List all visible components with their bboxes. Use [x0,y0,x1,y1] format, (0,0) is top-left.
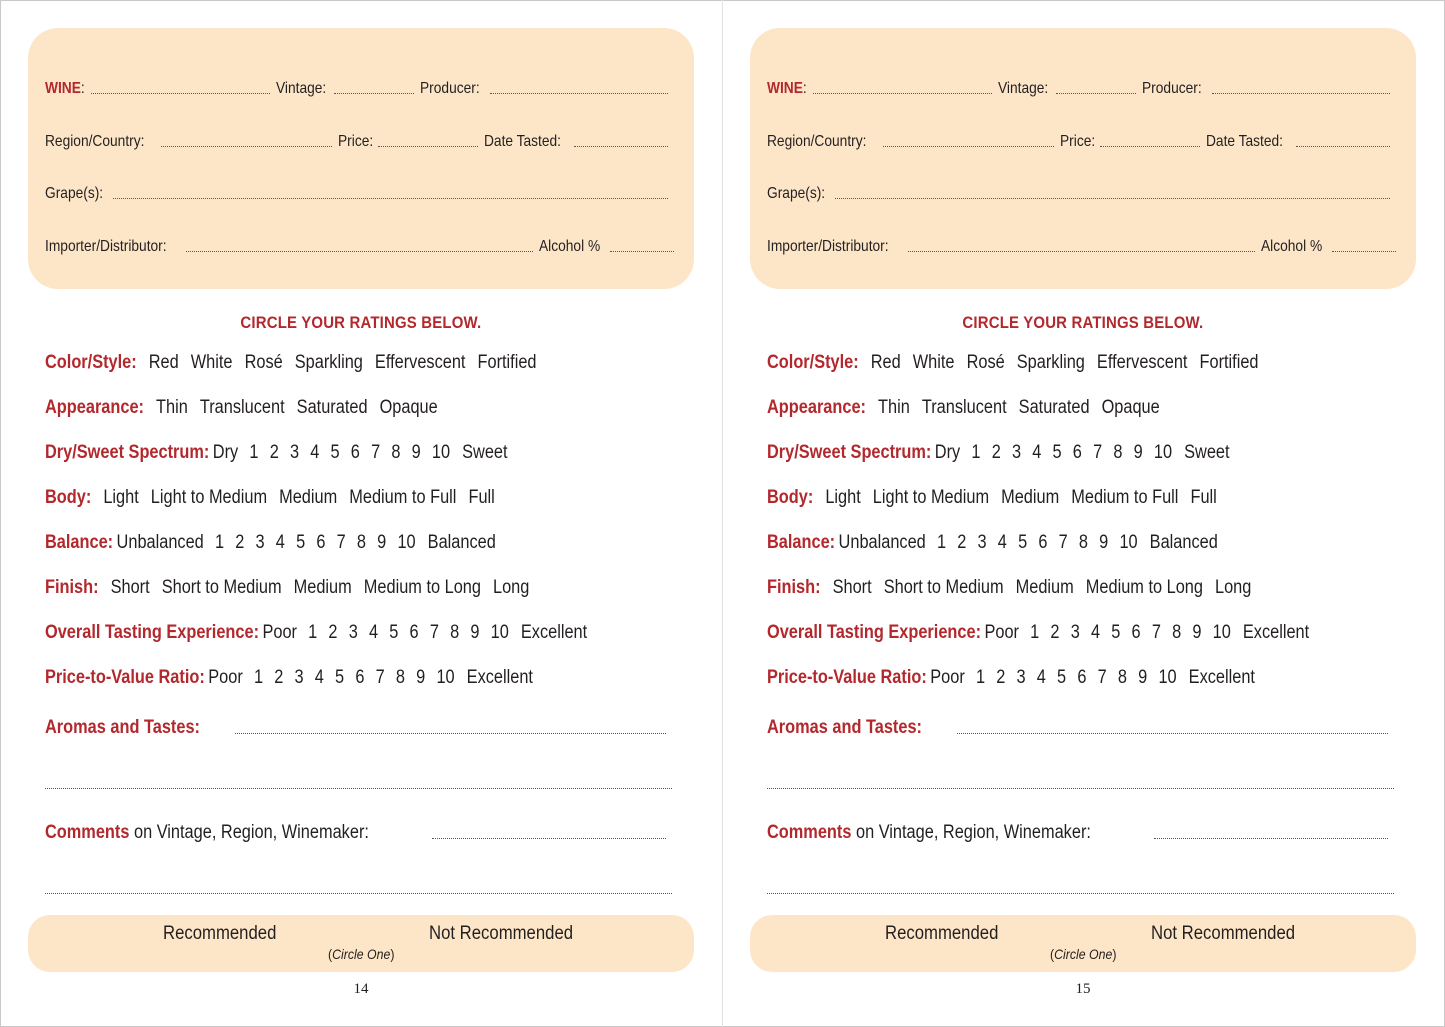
left-page [0,0,722,1027]
aromas-line [45,717,672,739]
rating-option-light[interactable]: Light [103,487,139,508]
rating-option-medium-to-full[interactable]: Medium to Full [349,487,457,508]
rating-scale-6[interactable]: 6 [1077,667,1087,688]
wine-info-row-3 [767,181,1396,203]
rating-scale-3[interactable]: 3 [294,667,304,688]
rating-option-thin[interactable]: Thin [878,397,910,418]
rating-scale-5[interactable]: 5 [330,442,340,463]
rating-scale-low[interactable]: Unbalanced [838,532,926,553]
producer-field[interactable] [490,93,668,94]
wine-info-row-3 [45,181,674,203]
rating-scale-6[interactable]: 6 [355,667,365,688]
rating-scale-9[interactable]: 9 [377,532,387,553]
rating-scale-10[interactable]: 10 [1158,667,1177,688]
rating-option-effervescent[interactable]: Effervescent [374,352,466,373]
rating-label: Price-to-Value Ratio: [767,667,927,688]
region-label: Region/Country: [45,133,145,150]
rating-scale-6[interactable]: 6 [316,532,326,553]
rating-scale-7[interactable]: 7 [429,622,439,643]
price-label: Price: [1059,133,1095,150]
rating-option-short-to-medium[interactable]: Short to Medium [161,577,282,598]
rating-scale-high[interactable]: Balanced [427,532,496,553]
rating-option-white[interactable]: White [190,352,233,373]
comments-label: Comments on Vintage, Region, Winemaker: [767,822,1091,843]
aromas-field[interactable] [235,733,666,734]
rating-scale-1[interactable]: 1 [308,622,318,643]
rating-option-fortified[interactable]: Fortified [477,352,537,373]
rating-scale-5[interactable]: 5 [335,667,345,688]
rating-scale-8[interactable]: 8 [1113,442,1123,463]
rating-row-finish [767,577,1251,599]
rating-scale-7[interactable]: 7 [1097,667,1107,688]
rating-scale-7[interactable]: 7 [1151,622,1161,643]
rating-scale-5[interactable]: 5 [1052,442,1062,463]
producer-label: Producer: [1142,80,1202,97]
wine-info-row-4 [767,234,1396,256]
wine-info-row-2 [45,129,674,151]
rating-option-sparkling[interactable]: Sparkling [294,352,363,373]
rating-option-opaque[interactable]: Opaque [1101,397,1160,418]
rating-scale-2[interactable]: 2 [274,667,284,688]
rating-scale-7[interactable]: 7 [371,442,381,463]
rating-scale-9[interactable]: 9 [1099,532,1109,553]
alcohol-field[interactable] [1332,251,1396,252]
recommended-option[interactable]: Recommended [885,923,999,944]
rating-scale-3[interactable]: 3 [1011,442,1022,463]
date-tasted-label: Date Tasted: [1206,133,1284,150]
rating-scale-4[interactable]: 4 [1036,667,1046,688]
rating-scale-2[interactable]: 2 [957,532,967,553]
rating-scale-1[interactable]: 1 [1030,622,1040,643]
circle-one-note: (Circle One) [1050,946,1117,962]
rating-row-price-to-value-ratio [767,667,1255,689]
comments-field[interactable] [432,838,666,839]
rating-option-opaque[interactable]: Opaque [379,397,438,418]
rating-scale-7[interactable]: 7 [1058,532,1068,553]
rating-option-long[interactable]: Long [493,577,530,598]
vintage-label: Vintage: [275,80,326,97]
vintage-field[interactable] [334,93,414,94]
rating-scale-low[interactable]: Poor [208,667,243,688]
rating-scale-4[interactable]: 4 [275,532,285,553]
rating-scale-1[interactable]: 1 [249,442,259,463]
rating-label: Body: [767,487,814,508]
rating-scale-8[interactable]: 8 [450,622,460,643]
grapes-label: Grape(s): [767,185,826,202]
rating-scale-8[interactable]: 8 [1172,622,1182,643]
rating-row-color-style [767,352,1259,374]
rating-scale-9[interactable]: 9 [1133,442,1143,463]
rating-scale-high[interactable]: Excellent [466,667,533,688]
alcohol-field[interactable] [610,251,674,252]
rating-scale-2[interactable]: 2 [269,442,279,463]
rating-scale-9[interactable]: 9 [1192,622,1202,643]
rating-scale-5[interactable]: 5 [296,532,306,553]
rating-option-medium[interactable]: Medium [293,577,352,598]
rating-scale-1[interactable]: 1 [253,667,264,688]
rating-row-overall-tasting-experience [767,622,1309,644]
rating-label: Finish: [767,577,821,598]
rating-scale-4[interactable]: 4 [997,532,1007,553]
rating-option-light-to-medium[interactable]: Light to Medium [150,487,268,508]
rating-scale-4[interactable]: 4 [310,442,320,463]
rating-row-body [45,487,495,509]
wine-label: WINE: [767,80,807,97]
rating-scale-10[interactable]: 10 [490,622,509,643]
alcohol-label: Alcohol % [538,238,601,255]
rating-label: Overall Tasting Experience: [45,622,260,643]
rating-label: Overall Tasting Experience: [767,622,982,643]
vintage-field[interactable] [1056,93,1136,94]
comments-label: Comments on Vintage, Region, Winemaker: [45,822,369,843]
region-label: Region/Country: [767,133,867,150]
wine-field[interactable] [91,93,269,94]
rating-row-balance [767,532,1218,554]
aromas-extra-line[interactable] [45,788,672,789]
rating-scale-9[interactable]: 9 [411,442,421,463]
rating-option-full[interactable]: Full [1190,487,1217,508]
not-recommended-option[interactable]: Not Recommended [429,923,574,944]
rating-scale-5[interactable]: 5 [1018,532,1028,553]
rating-option-fortified[interactable]: Fortified [1199,352,1259,373]
producer-label: Producer: [420,80,480,97]
rating-scale-10[interactable]: 10 [1119,532,1138,553]
recommendation-panel [750,915,1416,972]
rating-scale-10[interactable]: 10 [431,442,451,463]
rating-scale-6[interactable]: 6 [1072,442,1082,463]
rating-scale-6[interactable]: 6 [409,622,419,643]
rating-scale-2[interactable]: 2 [235,532,245,553]
comments-extra-line[interactable] [767,893,1394,894]
rating-scale-8[interactable]: 8 [1117,667,1127,688]
comments-extra-line[interactable] [45,893,672,894]
rating-label: Color/Style: [45,352,137,373]
recommendation-panel [28,915,694,972]
rating-scale-4[interactable]: 4 [368,622,379,643]
wine-info-row-1 [45,76,674,98]
rating-option-full[interactable]: Full [468,487,495,508]
right-page [722,0,1444,1027]
importer-field[interactable] [908,251,1254,252]
importer-label: Importer/Distributor: [45,238,167,255]
ratings-heading: CIRCLE YOUR RATINGS BELOW. [962,313,1204,332]
rating-scale-high[interactable]: Balanced [1149,532,1218,553]
rating-label: Appearance: [45,397,144,418]
rating-scale-3[interactable]: 3 [1016,667,1026,688]
rating-scale-8[interactable]: 8 [395,667,405,688]
rating-option-medium[interactable]: Medium [1001,487,1060,508]
aromas-label: Aromas and Tastes: [767,717,922,738]
rating-scale-low[interactable]: Poor [262,622,297,643]
rating-scale-7[interactable]: 7 [375,667,385,688]
wine-info-panel [750,28,1416,289]
rating-row-dry-sweet-spectrum [767,442,1230,464]
rating-scale-4[interactable]: 4 [1090,622,1101,643]
rating-option-short-to-medium[interactable]: Short to Medium [883,577,1004,598]
rating-scale-8[interactable]: 8 [391,442,401,463]
rating-label: Dry/Sweet Spectrum: [767,442,932,463]
rating-scale-high[interactable]: Sweet [1184,442,1230,463]
rating-option-light[interactable]: Light [825,487,861,508]
rating-row-appearance [767,397,1160,419]
rating-scale-7[interactable]: 7 [1093,442,1103,463]
rating-option-red[interactable]: Red [148,352,179,373]
rating-scale-10[interactable]: 10 [397,532,416,553]
rating-option-saturated[interactable]: Saturated [1018,397,1090,418]
rating-scale-9[interactable]: 9 [470,622,480,643]
rating-label: Color/Style: [767,352,859,373]
wine-info-row-2 [767,129,1396,151]
rating-scale-2[interactable]: 2 [996,667,1006,688]
wine-info-panel [28,28,694,289]
rating-scale-3[interactable]: 3 [977,532,987,553]
rating-scale-2[interactable]: 2 [328,622,338,643]
grapes-field[interactable] [835,198,1390,199]
rating-label: Appearance: [767,397,866,418]
aromas-label: Aromas and Tastes: [45,717,200,738]
rating-option-effervescent[interactable]: Effervescent [1096,352,1188,373]
rating-scale-3[interactable]: 3 [289,442,300,463]
rating-row-color-style [45,352,537,374]
rating-scale-low[interactable]: Dry [212,442,239,463]
rating-row-balance [45,532,496,554]
rating-label: Balance: [45,532,114,553]
rating-scale-10[interactable]: 10 [436,667,455,688]
aromas-field[interactable] [957,733,1388,734]
region-field[interactable] [161,146,332,147]
rating-scale-6[interactable]: 6 [1038,532,1048,553]
rating-row-dry-sweet-spectrum [45,442,508,464]
rating-scale-3[interactable]: 3 [255,532,265,553]
rating-label: Price-to-Value Ratio: [45,667,205,688]
rating-scale-high[interactable]: Excellent [1188,667,1255,688]
rating-scale-low[interactable]: Unbalanced [116,532,204,553]
rating-scale-4[interactable]: 4 [314,667,324,688]
aromas-extra-line[interactable] [767,788,1394,789]
rating-option-light-to-medium[interactable]: Light to Medium [872,487,990,508]
rating-scale-low[interactable]: Poor [930,667,965,688]
grapes-field[interactable] [113,198,668,199]
rating-scale-low[interactable]: Dry [934,442,961,463]
rating-scale-6[interactable]: 6 [350,442,360,463]
rating-option-medium-to-long[interactable]: Medium to Long [1085,577,1203,598]
rating-scale-7[interactable]: 7 [336,532,346,553]
recommended-option[interactable]: Recommended [163,923,277,944]
vintage-label: Vintage: [997,80,1048,97]
rating-option-red[interactable]: Red [870,352,901,373]
not-recommended-option[interactable]: Not Recommended [1151,923,1296,944]
wine-info-row-1 [767,76,1396,98]
rating-label: Body: [45,487,92,508]
rating-scale-6[interactable]: 6 [1131,622,1141,643]
rating-scale-1[interactable]: 1 [971,442,981,463]
comments-field[interactable] [1154,838,1388,839]
page-number: 15 [1075,981,1091,997]
rating-option-white[interactable]: White [912,352,955,373]
rating-label: Balance: [767,532,836,553]
rating-scale-5[interactable]: 5 [389,622,399,643]
rating-scale-9[interactable]: 9 [1138,667,1148,688]
rating-label: Dry/Sweet Spectrum: [45,442,210,463]
comments-line [45,822,672,844]
rating-scale-8[interactable]: 8 [1078,532,1088,553]
rating-scale-5[interactable]: 5 [1057,667,1067,688]
rating-scale-1[interactable]: 1 [214,532,225,553]
rating-row-body [767,487,1217,509]
rating-option-ros[interactable]: Rosé [966,352,1005,373]
rating-option-translucent[interactable]: Translucent [921,397,1007,418]
rating-scale-1[interactable]: 1 [936,532,947,553]
ratings-heading: CIRCLE YOUR RATINGS BELOW. [240,313,482,332]
aromas-line [767,717,1394,739]
comments-line [767,822,1394,844]
rating-option-translucent[interactable]: Translucent [199,397,285,418]
date-tasted-field[interactable] [574,146,668,147]
rating-scale-2[interactable]: 2 [991,442,1001,463]
rating-option-long[interactable]: Long [1215,577,1252,598]
rating-row-price-to-value-ratio [45,667,533,689]
wine-field[interactable] [813,93,991,94]
rating-scale-1[interactable]: 1 [975,667,986,688]
rating-scale-low[interactable]: Poor [984,622,1019,643]
rating-scale-4[interactable]: 4 [1032,442,1042,463]
circle-one-note: (Circle One) [328,946,395,962]
wine-info-row-4 [45,234,674,256]
rating-label: Finish: [45,577,99,598]
rating-scale-10[interactable]: 10 [1153,442,1173,463]
rating-scale-10[interactable]: 10 [1212,622,1231,643]
rating-scale-high[interactable]: Excellent [1242,622,1310,643]
rating-option-sparkling[interactable]: Sparkling [1016,352,1085,373]
rating-scale-5[interactable]: 5 [1111,622,1121,643]
rating-row-overall-tasting-experience [45,622,587,644]
importer-field[interactable] [186,251,532,252]
price-label: Price: [337,133,373,150]
rating-option-medium[interactable]: Medium [279,487,338,508]
price-field[interactable] [378,146,478,147]
rating-option-medium-to-long[interactable]: Medium to Long [363,577,481,598]
grapes-label: Grape(s): [45,185,104,202]
rating-scale-3[interactable]: 3 [1070,622,1080,643]
rating-scale-high[interactable]: Sweet [462,442,508,463]
rating-scale-high[interactable]: Excellent [520,622,588,643]
rating-option-medium-to-full[interactable]: Medium to Full [1071,487,1179,508]
rating-scale-3[interactable]: 3 [348,622,358,643]
importer-label: Importer/Distributor: [767,238,889,255]
producer-field[interactable] [1212,93,1390,94]
rating-option-medium[interactable]: Medium [1015,577,1074,598]
rating-option-saturated[interactable]: Saturated [296,397,368,418]
rating-option-ros[interactable]: Rosé [244,352,283,373]
wine-label: WINE: [45,80,85,97]
rating-option-short[interactable]: Short [832,577,872,598]
date-tasted-field[interactable] [1296,146,1390,147]
page-number: 14 [353,981,369,997]
rating-option-thin[interactable]: Thin [156,397,188,418]
rating-scale-2[interactable]: 2 [1050,622,1060,643]
rating-row-finish [45,577,529,599]
price-field[interactable] [1100,146,1200,147]
date-tasted-label: Date Tasted: [484,133,562,150]
rating-scale-9[interactable]: 9 [416,667,426,688]
region-field[interactable] [883,146,1054,147]
alcohol-label: Alcohol % [1260,238,1323,255]
rating-scale-8[interactable]: 8 [356,532,366,553]
rating-option-short[interactable]: Short [110,577,150,598]
rating-row-appearance [45,397,438,419]
